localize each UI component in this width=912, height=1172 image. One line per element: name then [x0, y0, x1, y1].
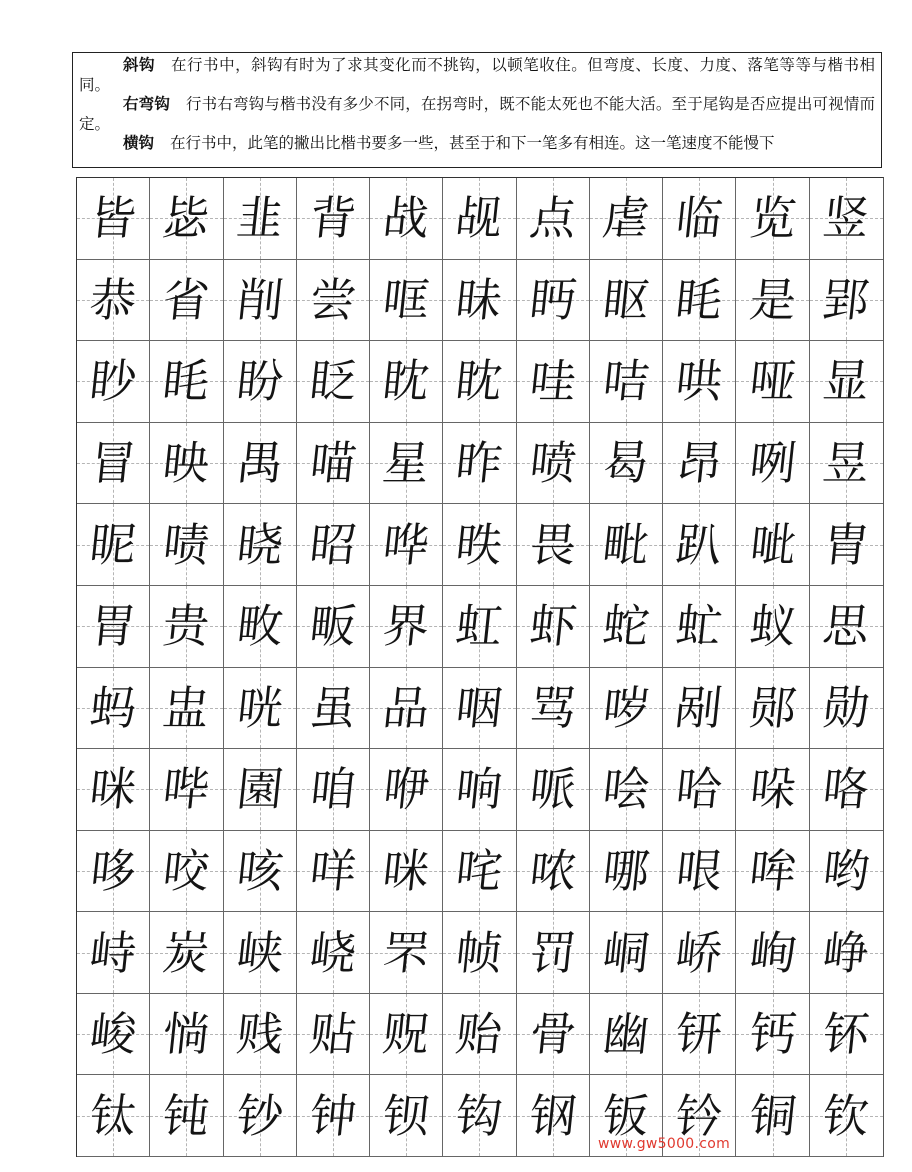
grid-cell — [736, 504, 809, 586]
grid-cell — [77, 586, 150, 668]
grid-cell — [663, 668, 736, 750]
grid-cell — [590, 994, 663, 1076]
grid-cell — [224, 668, 297, 750]
grid-cell — [810, 260, 883, 342]
grid-cell — [590, 668, 663, 750]
practice-character: 哚 — [746, 762, 799, 817]
grid-cell — [443, 178, 516, 260]
grid-cell — [443, 504, 516, 586]
practice-character: 昂 — [673, 436, 726, 491]
grid-cell — [224, 504, 297, 586]
grid-cell — [150, 423, 223, 505]
practice-character: 贴 — [307, 1007, 359, 1062]
practice-character: 眈 — [453, 354, 506, 409]
intro-text-2: 行书右弯钩与楷书没有多少不同，在拐弯时，既不能太死也不能大活。至于尾钩是否应提出可视情而定。 — [79, 95, 875, 133]
practice-character: 虽 — [307, 680, 359, 735]
grid-cell — [297, 178, 370, 260]
practice-character: 峋 — [746, 925, 799, 980]
grid-cell — [663, 423, 736, 505]
grid-cell — [663, 178, 736, 260]
practice-character: 点 — [526, 191, 579, 246]
grid-cell — [517, 912, 590, 994]
grid-cell — [297, 749, 370, 831]
practice-character: 畋 — [233, 599, 286, 654]
practice-character: 峣 — [307, 925, 359, 980]
grid-cell — [224, 831, 297, 913]
practice-character: 峻 — [87, 1007, 139, 1062]
grid-cell — [297, 994, 370, 1076]
grid-cell — [736, 1075, 809, 1157]
practice-character: 背 — [307, 191, 359, 246]
practice-character: 贱 — [233, 1007, 286, 1062]
practice-character: 畏 — [526, 517, 579, 572]
practice-character: 削 — [233, 272, 286, 327]
grid-cell — [370, 994, 443, 1076]
practice-character: 眨 — [307, 354, 359, 409]
grid-cell — [370, 831, 443, 913]
grid-cell — [370, 586, 443, 668]
grid-cell — [150, 994, 223, 1076]
intro-paragraph-3 — [79, 134, 875, 154]
practice-character: 钢 — [526, 1088, 579, 1143]
practice-character: 惝 — [160, 1007, 213, 1062]
grid-cell — [370, 504, 443, 586]
practice-character: 哌 — [526, 762, 579, 817]
practice-character: 胄 — [820, 517, 873, 572]
grid-cell — [590, 341, 663, 423]
practice-character: 哑 — [746, 354, 799, 409]
practice-character: 峡 — [233, 925, 286, 980]
practice-character: 喷 — [526, 436, 579, 491]
grid-cell — [517, 749, 590, 831]
grid-cell — [810, 586, 883, 668]
practice-character: 哈 — [673, 762, 726, 817]
practice-character: 咯 — [820, 762, 873, 817]
grid-cell — [297, 912, 370, 994]
grid-cell — [443, 586, 516, 668]
intro-text-1: 在行书中，斜钩有时为了求其变化而不挑钩，以顿笔收住。但弯度、长度、力度、落笔等等与楷书相同。 — [79, 56, 875, 94]
practice-character: 虐 — [600, 191, 652, 246]
practice-character: 眄 — [526, 272, 579, 327]
practice-character: 畈 — [307, 599, 359, 654]
practice-character: 剐 — [673, 680, 726, 735]
practice-character: 眊 — [160, 354, 213, 409]
practice-character: 禺 — [233, 436, 286, 491]
practice-character: 呲 — [746, 517, 799, 572]
grid-cell — [663, 341, 736, 423]
practice-character: 毖 — [160, 191, 213, 246]
practice-character: 钡 — [380, 1088, 433, 1143]
grid-cell — [370, 912, 443, 994]
grid-cell — [297, 260, 370, 342]
grid-cell — [590, 586, 663, 668]
grid-cell — [443, 423, 516, 505]
intro-text-box — [72, 52, 882, 168]
grid-cell — [370, 341, 443, 423]
practice-character: 虾 — [526, 599, 579, 654]
practice-character: 贵 — [160, 599, 213, 654]
grid-cell — [77, 994, 150, 1076]
grid-cell — [150, 668, 223, 750]
practice-character: 临 — [673, 191, 726, 246]
grid-cell — [150, 178, 223, 260]
practice-character: 哆 — [87, 843, 139, 898]
grid-cell — [297, 423, 370, 505]
grid-cell — [810, 912, 883, 994]
grid-cell — [517, 831, 590, 913]
practice-character: 览 — [746, 191, 799, 246]
practice-character: 战 — [380, 191, 433, 246]
grid-cell — [810, 178, 883, 260]
grid-cell — [590, 912, 663, 994]
practice-character: 郧 — [746, 680, 799, 735]
grid-cell — [77, 504, 150, 586]
grid-cell — [150, 831, 223, 913]
practice-character: 哕 — [600, 680, 652, 735]
grid-cell — [517, 423, 590, 505]
practice-character: 竖 — [820, 191, 873, 246]
practice-character: 園 — [233, 762, 286, 817]
grid-cell — [810, 423, 883, 505]
practice-character: 钦 — [820, 1088, 873, 1143]
practice-character: 钟 — [307, 1088, 359, 1143]
grid-cell — [517, 668, 590, 750]
practice-character: 趴 — [673, 517, 726, 572]
grid-cell — [810, 994, 883, 1076]
grid-cell — [150, 1075, 223, 1157]
practice-character: 帧 — [453, 925, 506, 980]
practice-character: 咽 — [453, 680, 506, 735]
grid-cell — [810, 668, 883, 750]
practice-character: 钣 — [600, 1088, 652, 1143]
grid-cell — [370, 749, 443, 831]
practice-character: 哄 — [673, 354, 726, 409]
grid-cell — [150, 260, 223, 342]
practice-character: 咿 — [380, 762, 433, 817]
practice-character: 咭 — [600, 354, 652, 409]
grid-cell — [224, 260, 297, 342]
practice-character: 眇 — [87, 354, 139, 409]
practice-character: 幽 — [600, 1007, 652, 1062]
practice-character: 盼 — [233, 354, 286, 409]
practice-character: 尝 — [307, 272, 359, 327]
practice-character: 虹 — [453, 599, 506, 654]
grid-cell — [150, 749, 223, 831]
grid-cell — [224, 1075, 297, 1157]
grid-cell — [77, 423, 150, 505]
practice-character: 罘 — [380, 925, 433, 980]
grid-cell — [810, 341, 883, 423]
grid-cell — [736, 831, 809, 913]
grid-cell — [736, 749, 809, 831]
practice-character: 胃 — [87, 599, 139, 654]
grid-cell — [77, 178, 150, 260]
grid-cell — [297, 504, 370, 586]
practice-character: 哗 — [380, 517, 433, 572]
grid-cell — [77, 668, 150, 750]
grid-cell — [517, 504, 590, 586]
practice-character: 骨 — [526, 1007, 579, 1062]
practice-character: 铜 — [746, 1088, 799, 1143]
practice-character: 哐 — [380, 272, 433, 327]
practice-character: 盅 — [160, 680, 213, 735]
practice-character: 啧 — [160, 517, 213, 572]
practice-character: 钛 — [87, 1088, 139, 1143]
practice-character: 思 — [820, 599, 873, 654]
grid-cell — [443, 749, 516, 831]
practice-character: 咳 — [233, 843, 286, 898]
practice-character: 哔 — [160, 762, 213, 817]
grid-cell — [736, 912, 809, 994]
practice-character: 咩 — [307, 843, 359, 898]
grid-cell — [443, 912, 516, 994]
practice-character: 咤 — [453, 843, 506, 898]
grid-cell — [370, 1075, 443, 1157]
grid-cell — [297, 831, 370, 913]
practice-character: 显 — [820, 354, 873, 409]
practice-character: 峥 — [820, 925, 873, 980]
practice-character: 昭 — [307, 517, 359, 572]
practice-character: 是 — [746, 272, 799, 327]
intro-term-2: 右弯钩 — [123, 95, 170, 113]
grid-cell — [663, 749, 736, 831]
grid-cell — [297, 341, 370, 423]
practice-character: 钩 — [453, 1088, 506, 1143]
character-practice-grid — [76, 177, 884, 1157]
grid-cell — [810, 504, 883, 586]
grid-cell — [443, 831, 516, 913]
grid-cell — [517, 1075, 590, 1157]
grid-cell — [150, 586, 223, 668]
practice-character: 曷 — [600, 436, 652, 491]
website-watermark: www.gw5000.com — [598, 1136, 731, 1152]
grid-cell — [77, 1075, 150, 1157]
practice-character: 星 — [380, 436, 433, 491]
intro-text-3: 在行书中，此笔的撇出比楷书要多一些，甚至于和下一笔多有相连。这一笔速度不能慢下 — [170, 134, 775, 152]
practice-character: 蚂 — [87, 680, 139, 735]
practice-character: 哇 — [526, 354, 579, 409]
practice-character: 昱 — [820, 436, 873, 491]
grid-cell — [736, 260, 809, 342]
practice-character: 峤 — [673, 925, 726, 980]
grid-cell — [517, 341, 590, 423]
practice-character: 哏 — [673, 843, 726, 898]
grid-cell — [663, 586, 736, 668]
grid-cell — [736, 668, 809, 750]
grid-cell — [590, 749, 663, 831]
grid-cell — [590, 178, 663, 260]
grid-cell — [590, 423, 663, 505]
grid-cell — [370, 668, 443, 750]
grid-cell — [77, 260, 150, 342]
grid-cell — [736, 423, 809, 505]
practice-character: 蛇 — [600, 599, 652, 654]
practice-character: 晓 — [233, 517, 286, 572]
grid-cell — [810, 1075, 883, 1157]
practice-character: 哝 — [526, 843, 579, 898]
practice-character: 哟 — [820, 843, 873, 898]
intro-term-3: 横钩 — [123, 134, 155, 152]
practice-character: 喵 — [307, 436, 359, 491]
practice-character: 蚁 — [746, 599, 799, 654]
grid-cell — [297, 586, 370, 668]
grid-cell — [736, 586, 809, 668]
practice-character: 昧 — [453, 272, 506, 327]
grid-cell — [224, 586, 297, 668]
practice-character: 虻 — [673, 599, 726, 654]
grid-cell — [736, 341, 809, 423]
grid-cell — [663, 831, 736, 913]
practice-character: 哙 — [600, 762, 652, 817]
practice-character: 眈 — [380, 354, 433, 409]
grid-cell — [590, 504, 663, 586]
grid-cell — [663, 504, 736, 586]
practice-character: 贻 — [453, 1007, 506, 1062]
grid-cell — [736, 994, 809, 1076]
grid-cell — [590, 831, 663, 913]
grid-cell — [224, 178, 297, 260]
grid-cell — [810, 749, 883, 831]
grid-cell — [150, 504, 223, 586]
grid-cell — [443, 994, 516, 1076]
grid-cell — [150, 912, 223, 994]
grid-cell — [370, 423, 443, 505]
practice-character: 响 — [453, 762, 506, 817]
practice-character: 峙 — [87, 925, 139, 980]
practice-character: 觇 — [453, 191, 506, 246]
practice-character: 昳 — [453, 517, 506, 572]
practice-character: 恭 — [87, 272, 139, 327]
grid-cell — [443, 668, 516, 750]
grid-cell — [297, 1075, 370, 1157]
practice-character: 骂 — [526, 680, 579, 735]
practice-character: 贶 — [380, 1007, 433, 1062]
practice-character: 咧 — [746, 436, 799, 491]
grid-cell — [517, 178, 590, 260]
grid-cell — [443, 341, 516, 423]
practice-character: 峒 — [600, 925, 652, 980]
grid-cell — [810, 831, 883, 913]
grid-cell — [224, 341, 297, 423]
practice-character: 咬 — [160, 843, 213, 898]
practice-character: 昨 — [453, 436, 506, 491]
intro-paragraph-1 — [79, 56, 875, 95]
grid-cell — [224, 423, 297, 505]
intro-paragraph-2 — [79, 95, 875, 134]
practice-character: 咪 — [87, 762, 139, 817]
practice-character: 钘 — [673, 1007, 726, 1062]
practice-character: 韭 — [233, 191, 286, 246]
practice-character: 钚 — [820, 1007, 873, 1062]
grid-cell — [590, 260, 663, 342]
practice-character: 咱 — [307, 762, 359, 817]
grid-cell — [370, 178, 443, 260]
practice-character: 映 — [160, 436, 213, 491]
practice-character: 眊 — [673, 272, 726, 327]
practice-character: 郢 — [820, 272, 873, 327]
practice-character: 勋 — [820, 680, 873, 735]
grid-cell — [517, 586, 590, 668]
grid-cell — [370, 260, 443, 342]
practice-character: 省 — [160, 272, 213, 327]
grid-cell — [663, 994, 736, 1076]
practice-character: 毗 — [600, 517, 652, 572]
grid-cell — [443, 1075, 516, 1157]
practice-character: 罚 — [526, 925, 579, 980]
grid-cell — [517, 260, 590, 342]
practice-character: 界 — [380, 599, 433, 654]
grid-cell — [77, 912, 150, 994]
grid-cell — [77, 831, 150, 913]
practice-character: 冒 — [87, 436, 139, 491]
practice-character: 咣 — [233, 680, 286, 735]
practice-character: 钞 — [233, 1088, 286, 1143]
grid-cell — [224, 912, 297, 994]
grid-cell — [663, 912, 736, 994]
practice-character: 咪 — [380, 843, 433, 898]
practice-character: 钤 — [673, 1088, 726, 1143]
practice-character: 昵 — [87, 517, 139, 572]
practice-character: 钝 — [160, 1088, 213, 1143]
practice-character: 哞 — [746, 843, 799, 898]
grid-cell — [736, 178, 809, 260]
practice-character: 哪 — [600, 843, 652, 898]
grid-cell — [663, 260, 736, 342]
grid-cell — [517, 994, 590, 1076]
practice-character: 炭 — [160, 925, 213, 980]
practice-character: 钙 — [746, 1007, 799, 1062]
grid-cell — [77, 341, 150, 423]
grid-cell — [150, 341, 223, 423]
grid-cell — [224, 749, 297, 831]
grid-cell — [297, 668, 370, 750]
grid-cell — [443, 260, 516, 342]
intro-term-1: 斜钩 — [123, 56, 156, 74]
practice-character: 眍 — [600, 272, 652, 327]
practice-character: 皆 — [87, 191, 139, 246]
grid-cell — [77, 749, 150, 831]
grid-cell — [224, 994, 297, 1076]
practice-character: 品 — [380, 680, 433, 735]
